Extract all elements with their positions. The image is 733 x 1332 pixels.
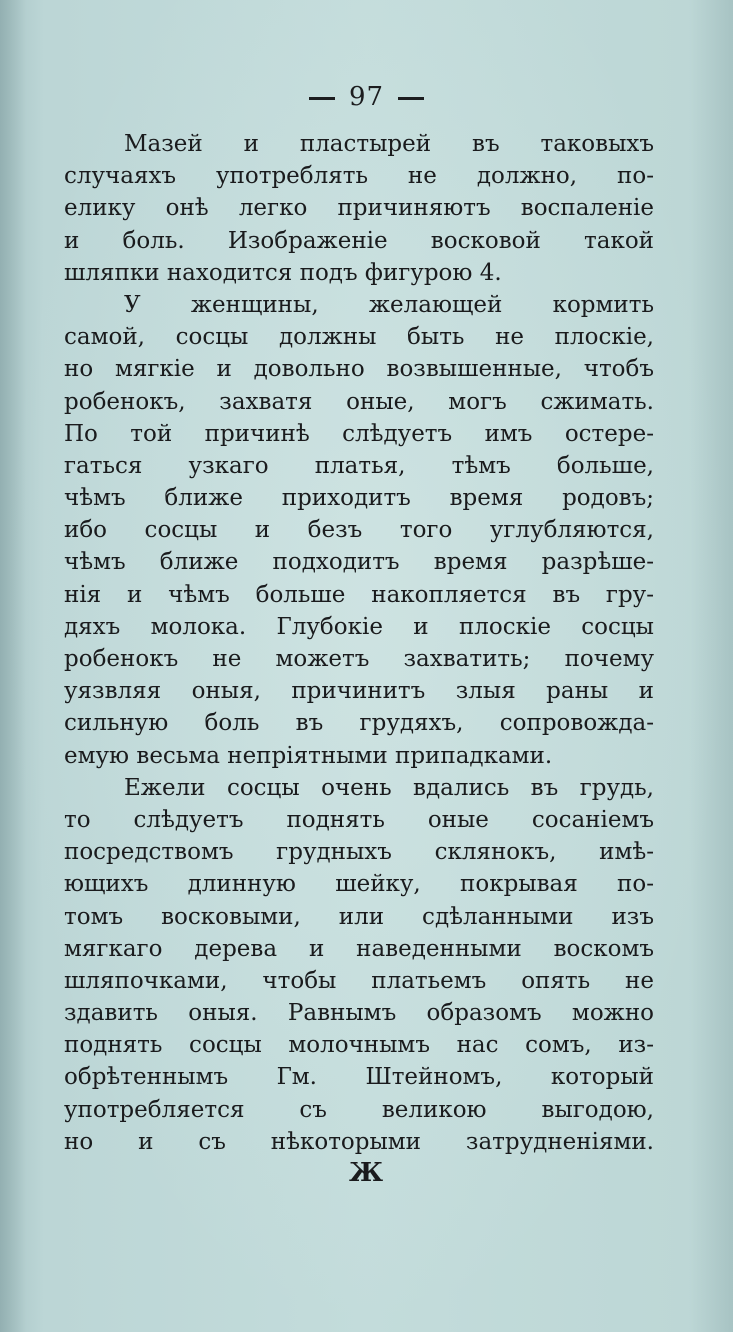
text-line: гаться узкаго платья, тѣмъ больше, [64, 452, 654, 479]
text-line: шляпки находится подъ фигурою 4. [64, 259, 502, 286]
text-line: случаяхъ употреблять не должно, по- [64, 163, 654, 190]
page-shadow-edge [0, 0, 26, 1332]
text-line: и боль. Изображеніе восковой такой [64, 227, 654, 254]
text-line: робенокъ, захватя оные, могъ сжимать. [64, 388, 654, 415]
text-line: мягкаго дерева и наведенными воскомъ [64, 935, 654, 962]
text-line: У женщины, желающей кормить [124, 291, 654, 318]
text-line: томъ восковыми, или сдѣланными изъ [64, 903, 654, 930]
text-line: ющихъ длинную шейку, покрывая по- [64, 871, 654, 898]
catchword: Ж [348, 1158, 384, 1188]
text-line: дяхъ молока. Глубокіе и плоскіе сосцы [64, 613, 654, 640]
text-line: уязвляя оныя, причинитъ злыя раны и [64, 678, 654, 705]
text-line: но мягкіе и довольно возвышенные, чтобъ [64, 356, 654, 383]
body-text [64, 128, 654, 1158]
text-line: нія и чѣмъ больше накопляется въ гру- [64, 581, 654, 608]
text-line: здавить оныя. Равнымъ образомъ можно [64, 1000, 654, 1027]
text-line: употребляется съ великою выгодою, [64, 1096, 654, 1123]
text-line: поднять сосцы молочнымъ нас сомъ, из- [64, 1032, 654, 1059]
text-line: Мазей и пластырей въ таковыхъ [124, 131, 654, 157]
text-line: но и съ нѣкоторыми затрудненіями. [64, 1128, 654, 1155]
text-line: шляпочками, чтобы платьемъ опять не [64, 967, 654, 994]
text-line: ибо сосцы и безъ того углубляются, [64, 517, 654, 544]
text-line: Ежели сосцы очень вдались въ грудь, [124, 774, 654, 801]
text-line: обрѣтеннымъ Гм. Штейномъ, который [64, 1064, 654, 1091]
header-left-dash [309, 97, 335, 100]
text-line: то слѣдуетъ поднять оные сосаніемъ [64, 806, 654, 833]
text-line: чѣмъ ближе подходитъ время разрѣше- [64, 549, 654, 576]
text-line: посредствомъ грудныхъ склянокъ, имѣ- [64, 839, 654, 866]
text-line: По той причинѣ слѣдуетъ имъ остере- [64, 420, 654, 447]
page-header [0, 82, 733, 112]
header-right-dash [398, 97, 424, 100]
text-line: чѣмъ ближе приходитъ время родовъ; [64, 485, 654, 512]
page-number: 97 [348, 82, 385, 112]
text-line: самой, сосцы должны быть не плоскіе, [64, 324, 654, 351]
text-line: елику онѣ легко причиняютъ воспаленіе [64, 195, 654, 222]
text-line: емую весьма непріятными припадками. [64, 742, 553, 769]
text-line: сильную боль въ грудяхъ, сопровожда- [64, 710, 654, 737]
text-line: робенокъ не можетъ захватить; почему [64, 646, 654, 672]
